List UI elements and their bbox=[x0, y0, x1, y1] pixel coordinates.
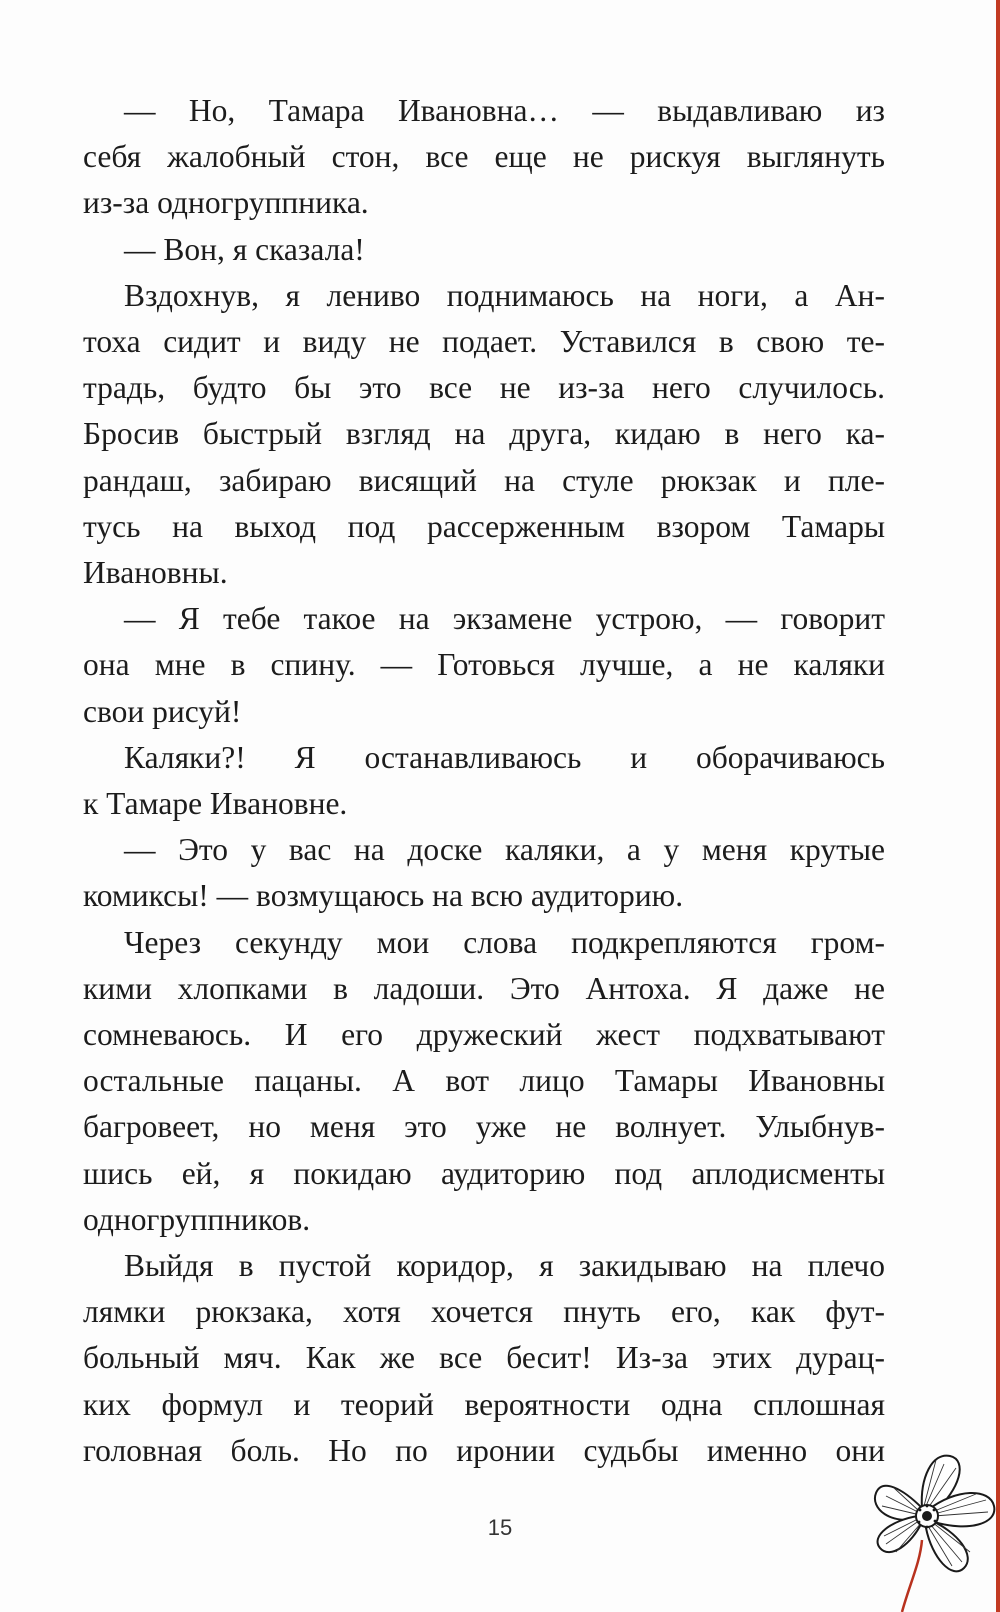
page-edge-stripe bbox=[996, 0, 1000, 1612]
text-line: свои рисуй! bbox=[83, 693, 242, 729]
text-line: Через секунду мои слова подкрепляются гром- bbox=[124, 924, 885, 960]
text-line: Каляки?! Я останавливаюсь и оборачиваюсь bbox=[124, 739, 885, 775]
text-line: — Я тебе такое на экзамене устрою, — говорит bbox=[124, 601, 885, 637]
page-number: 15 bbox=[487, 1515, 513, 1540]
text-line: традь, будто бы это все не из-за него случилось. bbox=[83, 370, 885, 406]
text-line: багровеет, но меня это уже не волнует. Улыбнув- bbox=[83, 1109, 885, 1145]
text-line: ких формул и теорий вероятности одна сплошная bbox=[83, 1386, 885, 1422]
text-line: больный мяч. Как же все бесит! Из-за этих дурац- bbox=[83, 1340, 885, 1376]
text-line: — Вон, я сказала! bbox=[124, 231, 365, 267]
text-line: — Это у вас на доске каляки, а у меня крутые bbox=[124, 832, 885, 868]
text-line: кими хлопками в ладоши. Это Антоха. Я даже не bbox=[83, 970, 885, 1006]
text-line: Ивановны. bbox=[83, 555, 228, 591]
text-line: к Тамаре Ивановне. bbox=[83, 786, 348, 822]
text-line: из-за одногруппника. bbox=[83, 185, 369, 221]
text-line: рандаш, забираю висящий на стуле рюкзак и пле- bbox=[83, 462, 885, 498]
text-line: тоха сидит и виду не подает. Уставился в свою те- bbox=[83, 324, 885, 360]
text-line: тусь на выход под рассерженным взором Тамары bbox=[83, 508, 885, 544]
text-line: Выйдя в пустой коридор, я закидываю на плечо bbox=[124, 1248, 885, 1284]
text-line: Вздохнув, я лениво поднимаюсь на ноги, а Ан- bbox=[124, 277, 885, 313]
text-line: одногруппников. bbox=[83, 1201, 311, 1237]
text-line: Бросив быстрый взгляд на друга, кидаю в него ка- bbox=[83, 416, 885, 452]
text-line: она мне в спину. — Готовься лучше, а не каляки bbox=[83, 647, 885, 683]
text-line: лямки рюкзака, хотя хочется пнуть его, как фут- bbox=[83, 1294, 885, 1330]
body-text bbox=[83, 88, 885, 1474]
text-line: комиксы! — возмущаюсь на всю аудиторию. bbox=[83, 878, 684, 914]
flower-icon bbox=[872, 1448, 1000, 1612]
text-line: сомневаюсь. И его дружеский жест подхватывают bbox=[83, 1017, 885, 1053]
text-line: остальные пацаны. А вот лицо Тамары Ивановны bbox=[83, 1063, 885, 1099]
text-line: себя жалобный стон, все еще не рискуя выглянуть bbox=[83, 139, 885, 175]
text-line: — Но, Тамара Ивановна… — выдавливаю из bbox=[124, 93, 885, 128]
text-line: шись ей, я покидаю аудиторию под аплодисменты bbox=[83, 1155, 885, 1191]
text-line: головная боль. Но по иронии судьбы именно они bbox=[83, 1432, 885, 1468]
